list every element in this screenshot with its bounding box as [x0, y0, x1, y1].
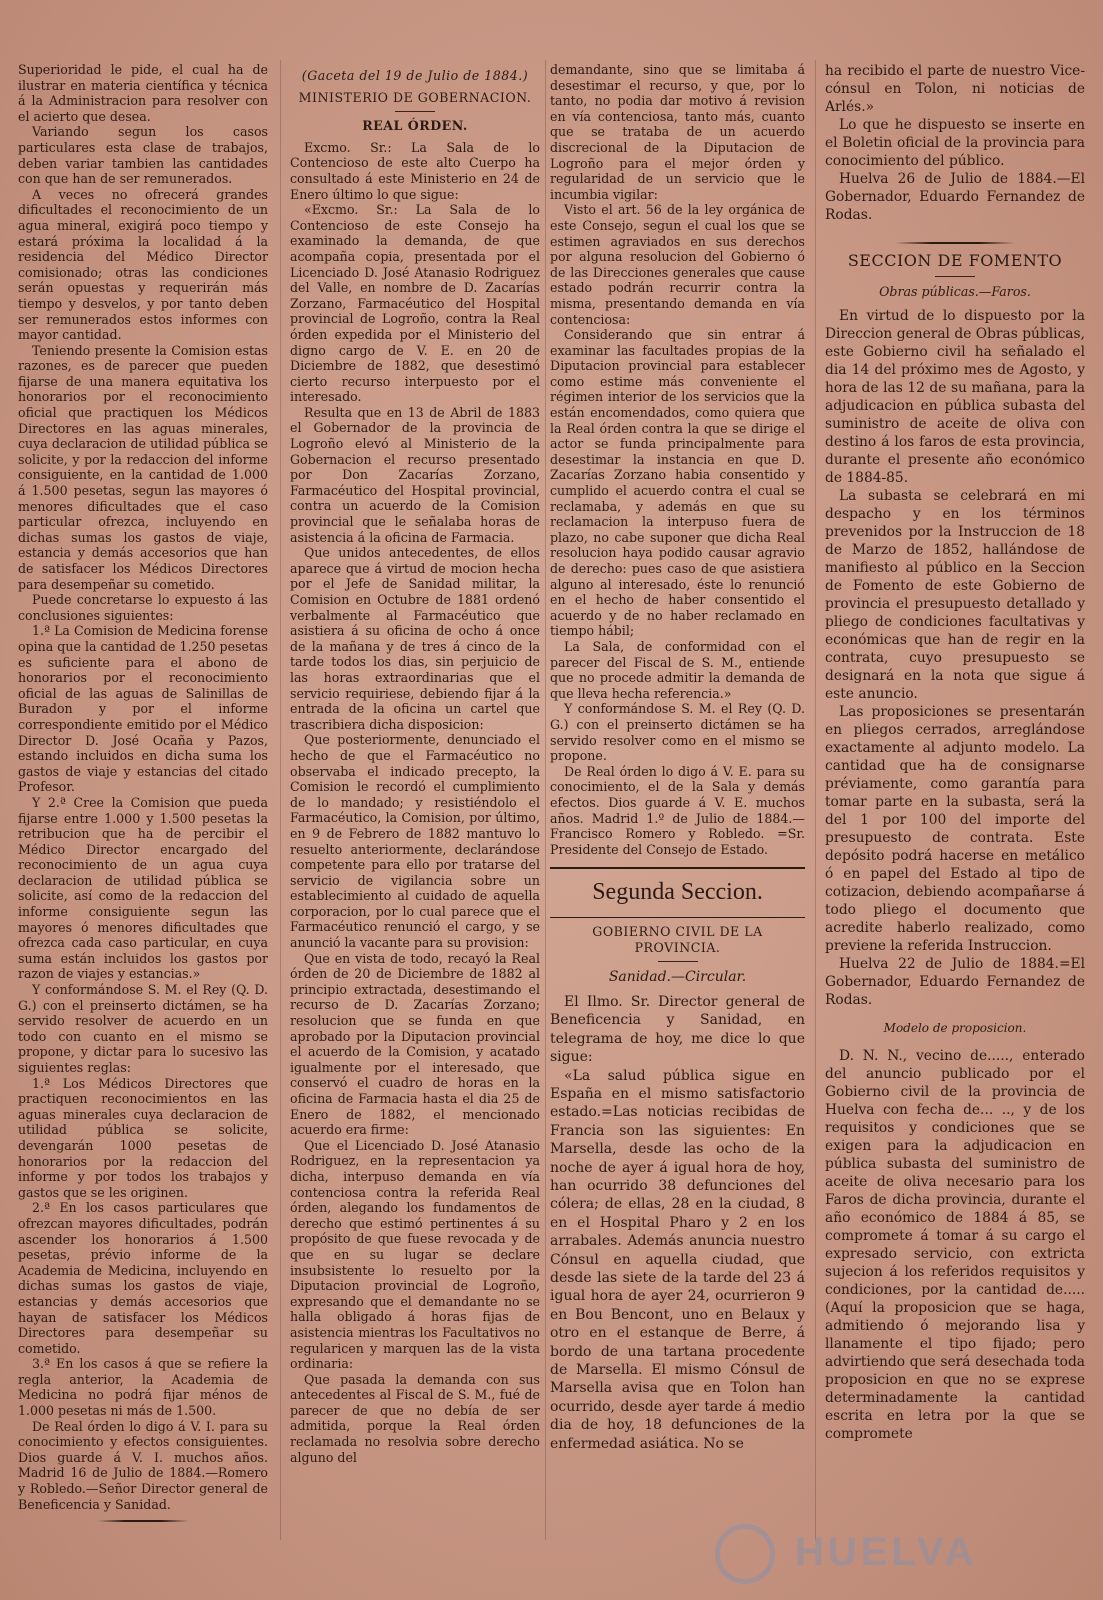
watermark-text: HUELVA: [795, 1530, 978, 1574]
paragraph: demandante, sino que se limitaba á desestimar el recurso, y que, por lo tanto, no podia dar motivo á revision en vía contenciosa, tanto más, cuanto que se trataba de un acuerdo discrecional de la Diputacion de Logroño para el mejor órden y regularidad de un servicio que le incumbia vigilar:: [550, 62, 805, 202]
section-rule: [550, 867, 805, 869]
paragraph: Superioridad le pide, el cual ha de ilustrar en materia científica y técnica á la Administracion para resolver con el acierto que desea.: [18, 62, 268, 124]
column-2: [290, 62, 540, 1562]
paragraph: La subasta se celebrará en mi despacho y en los términos prevenidos por la Instruccion de 18 de Marzo de 1852, hallándose de manifiesto al público en la Seccion de Fomento de este Gobierno de provincia el presupuesto detallado y pliego de condiciones facultativas y económicas que han de regir en la contrata, cuyo presupuesto se designará en la nota que sigue á este anuncio.: [825, 488, 1085, 702]
paragraph: Las proposiciones se presentarán en pliegos cerrados, arreglándose exactamente al adjunto modelo. La cantidad que ha de consignarse préviamente, como garantía para tomar parte en la subasta, será la del 1 por 100 del importe del presupuesto de contrata. Este depósito podrá hacerse en metálico ó en papel del Estado al tipo de cotizacion, debiendo acompañarse á todo pliego el documento que acredite haberlo realizado, como previene la referida Instruccion.: [825, 704, 1085, 954]
ministry-heading: MINISTERIO DE GOBERNACION.: [298, 89, 532, 105]
paragraph: ha recibido el parte de nuestro Vice-cónsul en Tolon, ni noticias de Arlés.»: [825, 63, 1085, 115]
archive-watermark: [715, 1520, 1015, 1590]
paragraph: Que pasada la demanda con sus antecedentes al Fiscal de S. M., fué de parecer de que no debía de ser admitida, porque la Real órden reclamada no resolvia sobre derecho alguno del: [290, 1371, 540, 1465]
column-divider: [280, 60, 281, 1540]
ornament-rule: [895, 242, 1015, 244]
paragraph: Puede concretarse lo expuesto á las conclusiones siguientes:: [18, 592, 268, 623]
paragraph: De Real órden lo digo á V. I. para su conocimiento y efectos consiguientes. Dios guarde á V. I. muchos años. Madrid 16 de Julio de 1884.—Romero y Robledo.—Señor Director general de Beneficencia y Sanidad.: [18, 1418, 268, 1512]
paragraph: 1.ª La Comision de Medicina forense opina que la cantidad de 1.250 pesetas es suficiente para el abono de honorarios por el reconocimiento oficial de las aguas de Salinillas de Buradon y por el informe correspondiente emitido por el Médico Director D. José Ocaña y Pazos, estando incluidos en dicha suma los gastos de viaje y estancias del citado Profesor.: [18, 623, 268, 795]
gaceta-reference: (Gaceta del 19 de Julio de 1884.): [301, 68, 529, 83]
paragraph: Que posteriormente, denunciado el hecho de que el Farmacéutico no observaba el indicado precepto, la Comision le recordó el cumplimiento de lo mandado; y resistiéndolo el Farmacéutico, la Comision, por último, en 9 de Febrero de 1882 mantuvo lo resuelto anteriormente, declarándose competente para ello por tratarse del servicio de vigilancia sobre un establecimiento al cuidado de aquella corporacion, por lo cual parece que el Farmacéutico renunció el cargo, y se anunció la vacante para su provision:: [290, 732, 540, 951]
paragraph: A veces no ofrecerá grandes dificultades el reconocimiento de un agua mineral, exigirá poco tiempo y estará próxima la localidad á la residencia del Médico Director comisionado; otras las condiciones serán opuestas y requerirán más tiempo y desvelos, y por tanto deben ser remunerados estos informes con mayor cantidad.: [18, 186, 268, 343]
modelo-heading: Modelo de proposicion.: [883, 1021, 1027, 1035]
paragraph: Y 2.ª Cree la Comision que pueda fijarse entre 1.000 y 1.500 pesetas la retribucion que ha de percibir el Médico Director encargado del reconocimiento de un agua cuya declaracion de utilidad pública se solicite, así como de la redaccion del informe consiguiente segun las mayores ó menores dificultades que ofrezca cada caso particular, en cuya suma están incluidos los gastos por razon de viajes y estancias.»: [18, 794, 268, 982]
paragraph: Huelva 22 de Julio de 1884.=El Gobernador, Eduardo Fernandez de Rodas.: [825, 956, 1085, 1008]
divider: [658, 961, 698, 962]
real-orden-heading: REAL ÓRDEN.: [362, 118, 468, 134]
paragraph: Resulta que en 13 de Abril de 1883 el Gobernador de la provincia de Logroño elevó al Ministerio de la Gobernacion el recurso presentado por Don Zacarías Zorzano, Farmacéutico del Hospital provincial, contra un acuerdo de la Comision provincial que le señalaba horas de asistencia á la oficina de Farmacia.: [290, 404, 540, 545]
paragraph: Considerando que sin entrar á examinar las facultades propias de la Diputacion provincial para establecer como estime más conveniente el régimen interior de los servicios que la están encomendados, como quiera que la Real órden contra la que se dirige el actor se funda principalmente para desestimar la instancia en que D. Zacarías Zorzano habia consentido y cumplido el acuerdo contra el cual se reclamaba, y además en que su reclamacion la interpuso fuera de plazo, no cabe suponer que dicha Real resolucion haya podido causar agravio de derecho: pues caso de que asistiera alguno al interesado, éste lo renunció en el hecho de haber consentido el acuerdo y de no haber reclamado en tiempo hábil;: [550, 327, 805, 639]
paragraph: 1.ª Los Médicos Directores que practiquen reconocimientos en las aguas minerales cuya declaracion de utilidad pública se solicite, devengarán 1000 pesetas de honorarios por la redaccion del informe y por todos los trabajos y gastos que se les originen.: [18, 1075, 268, 1200]
paragraph: Que unidos antecedentes, de ellos aparece que á virtud de mocion hecha por el Jefe de Sanidad militar, la Comision en Octubre de 1881 ordenó verbalmente al Farmacéutico que asistiera á su oficina de ocho á once de la mañana y de tres á cinco de la tarde todos los dias, sin perjuicio de las horas extraordinarias que el servicio requiriese, debiendo fijar á la entrada de la oficina un cartel que trascribiera dicha disposicion:: [290, 545, 540, 732]
paragraph: Que en vista de todo, recayó la Real órden de 20 de Diciembre de 1882 al principio extractada, desestimando el recurso de D. Zacarías Zorzano; resolucion que se funda en que aprobado por la Diputacion provincial el acuerdo de la Comision, y acatado igualmente por el interesado, que conservó el cuadro de horas en la oficina de Farmacia hasta el dia 25 de Enero de 1882, el mencionado acuerdo era firme:: [290, 950, 540, 1138]
divider: [395, 111, 435, 112]
fomento-heading: SECCION DE FOMENTO: [847, 251, 1063, 270]
column-3: [550, 62, 805, 1562]
paragraph: El Ilmo. Sr. Director general de Beneficencia y Sanidad, en telegrama de hoy, me dice lo que sigue:: [550, 993, 805, 1066]
paragraph: D. N. N., vecino de....., enterado del anuncio publicado por el Gobierno civil de la provincia de Huelva con fecha de... .., y de los requisitos y condiciones que se exigen para la adjudicacion en pública subasta del suministro de aceite de oliva necesario para los Faros de dicha provincia, durante el año económico de 1884 á 85, se compromete á tomar á su cargo el expresado servicio, con extricta sujecion á los referidos requisitos y condiciones, por la cantidad de..... (Aquí la proposicion que se haga, admitiendo ó mejorando lisa y llanamente el tipo fijado; pero advirtiendo que será desechada toda proposicion en que no se exprese determinadamente la cantidad escrita en letra por la que se compromete: [825, 1048, 1085, 1442]
gobierno-heading: GOBIERNO CIVIL DE LA PROVINCIA.: [592, 924, 763, 955]
section-rule: [550, 917, 805, 918]
paragraph: Variando segun los casos particulares esta clase de trabajos, deben variar tambien las cantidades con que han de ser remunerados.: [18, 124, 268, 187]
paragraph: Teniendo presente la Comision estas razones, es de parecer que pueden fijarse de una manera equitativa los honorarios por el reconocimiento oficial que practiquen los Médicos Directores en las aguas minerales, cuya declaracion de utilidad pública se solicite, y por la redaccion del informe consiguiente, en la cantidad de 1.000 á 1.500 pesetas, segun las mayores ó menores dificultades que el caso particular ofrezca, incluyendo en dichas sumas los gastos de viaje, estancia y demás accesorios que han de satisfacer los Médicos Directores para desempeñar su cometido.: [18, 342, 268, 592]
paragraph: Huelva 26 de Julio de 1884.—El Gobernador, Eduardo Fernandez de Rodas.: [825, 171, 1085, 223]
paragraph: En virtud de lo dispuesto por la Direccion general de Obras públicas, este Gobierno civil ha señalado el dia 14 del próximo mes de Agosto, y hora de las 12 de su mañana, para la adjudicacion en pública subasta del suministro de aceite de oliva con destino á los faros de esta provincia, durante el presente año económico de 1884-85.: [825, 308, 1085, 486]
column-1: [18, 62, 268, 1562]
section-title: Segunda Seccion.: [592, 879, 763, 906]
column-divider: [545, 60, 546, 1540]
paragraph: Visto el art. 56 de la ley orgánica de este Consejo, segun el cual los que se estimen agraviados en sus derechos por alguna resolucion del Gobierno ó de las Direcciones generales que cause estado podrán recurrir contra la misma, presentando demanda en vía contenciosa:: [550, 202, 805, 327]
paragraph: De Real órden lo digo á V. E. para su conocimiento, el de la Sala y demás efectos. Dios guarde á V. E. muchos años. Madrid 1.º de Julio de 1884.—Francisco Romero y Robledo. =Sr. Presidente del Consejo de Estado.: [550, 763, 805, 857]
paragraph: Excmo. Sr.: La Sala de lo Contencioso de este alto Cuerpo ha consultado á este Ministerio en 24 de Enero último lo que sigue:: [290, 139, 540, 202]
paragraph: 3.ª En los casos á que se refiere la regla anterior, la Academia de Medicina no podrá fijar ménos de 1.000 pesetas ni más de 1.500.: [18, 1356, 268, 1419]
seal-icon: [715, 1524, 775, 1584]
paragraph: «La salud pública sigue en España en el mismo satisfactorio estado.=Las noticias recibidas de Francia son las siguientes: En Marsella, desde las ocho de la noche de ayer á igual hora de hoy, han ocurrido 38 defunciones del cólera; de ellas, 28 en la ciudad, 8 en el Hospital Pharo y 2 en los arrabales. Además anuncia nuestro Cónsul en aquella ciudad, que desde las siete de la tarde del 23 á igual hora de ayer 24, ocurrieron 9 en Bou Bencont, uno en Belaux y otro en el estanque de Berre, á bordo de una tartana procedente de Marsella. El mismo Cónsul de Marsella avisa que en Tolon han ocurrido, desde ayer tarde á medio dia de hoy, 18 defunciones de la enfermedad asiática. No se: [550, 1067, 805, 1452]
paragraph: Que el Licenciado D. José Atanasio Rodriguez, en la representacion ya dicha, interpuso demanda en vía contenciosa contra la referida Real órden, alegando los fundamentos de derecho que estimó pertinentes á su propósito de que fuese revocada y de que en su lugar se declare insubsistente lo resuelto por la Diputacion provincial de Logroño, expresando que el demandante no se halla obligado á horas fijas de asistencia mientras los Facultativos no regularicen y marquen las de la vista ordinaria:: [290, 1137, 540, 1372]
paragraph: «Excmo. Sr.: La Sala de lo Contencioso de este Consejo ha examinado la demanda, de que acompaña copia, presentada por el Licenciado D. José Atanasio Rodriguez del Valle, en nombre de D. Zacarías Zorzano, Farmacéutico del Hospital provincial de Logroño, contra la Real órden expedida por el Ministerio del digno cargo de V. E. en 20 de Diciembre de 1882, que desestimó cierto recurso interpuesto por el interesado.: [290, 202, 540, 405]
ornament-rule: [98, 1520, 188, 1522]
divider: [935, 276, 975, 277]
obras-subheading: Obras públicas.—Faros.: [879, 284, 1031, 299]
column-4: [825, 62, 1085, 1562]
column-divider: [815, 60, 816, 1540]
paragraph: Y conformándose S. M. el Rey (Q. D. G.) con el preinserto dictámen, se ha servido resolver de acuerdo en un todo con cuanto en el mismo se propone, y dictar para lo sucesivo las siguientes reglas:: [18, 982, 268, 1075]
paragraph: La Sala, de conformidad con el parecer del Fiscal de S. M., entiende que no procede admitir la demanda de que lleva hecha referencia.»: [550, 638, 805, 701]
sanidad-subheading: Sanidad.—Circular.: [608, 969, 747, 986]
paragraph: 2.ª En los casos particulares que ofrezcan mayores dificultades, podrán ascender los honorarios á 1.500 pesetas, prévio informe de la Academia de Medicina, incluyendo en dichas sumas los gastos de viaje, estancias y demás accesorios que hayan de satisfacer los Médicos Directores para desempeñar su cometido.: [18, 1200, 268, 1356]
paragraph: Y conformándose S. M. el Rey (Q. D. G.) con el preinserto dictámen se ha servido resolver como en el mismo se propone.: [550, 701, 805, 764]
paragraph: Lo que he dispuesto se inserte en el Boletin oficial de la provincia para conocimiento del público.: [825, 117, 1085, 169]
